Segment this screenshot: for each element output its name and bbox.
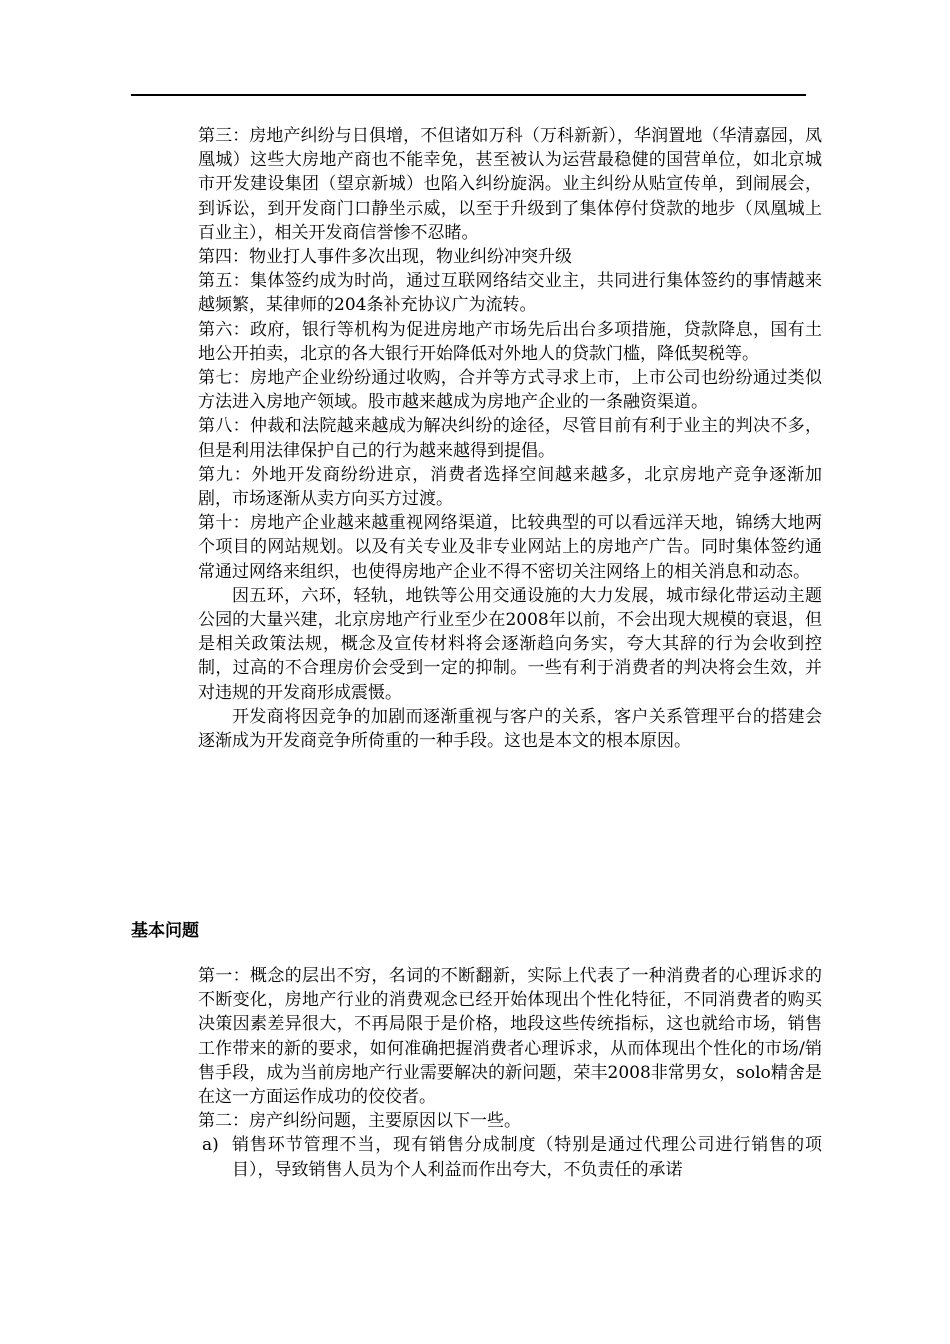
section-basic-issues	[198, 964, 822, 1182]
paragraph-ninth: 第九：外地开发商纷纷进京，消费者选择空间越来越多，北京房地产竞争逐渐加剧，市场逐渐从卖方向买方过渡。	[198, 464, 822, 510]
paragraph-eighth: 第八：仲裁和法院越来越成为解决纠纷的途径，尽管目前有利于业主的判决不多，但是利用法律保护自己的行为越来越得到提倡。	[198, 416, 822, 461]
paragraph-seventh: 第七：房地产企业纷纷通过收购，合并等方式寻求上市，上市公司也纷纷通过类似方法进入房地产领域。股市越来越成为房地产企业的一条融资渠道。	[198, 368, 822, 413]
section-heading: 基本问题	[131, 921, 199, 941]
paragraph-issue-second: 第二：房产纠纷问题，主要原因以下一些。	[198, 1111, 521, 1132]
paragraph-fifth: 第五：集体签约成为时尚，通过互联网络结交业主，共同进行集体签约的事情越来越频繁，某律师的204条补充协议广为流转。	[198, 271, 822, 316]
paragraph-issue-first: 第一：概念的层出不穷，名词的不断翻新，实际上代表了一种消费者的心理诉求的不断变化，房地产行业的消费观念已经开始体现出个性化特征，不同消费者的购买决策因素差异很大，不再局限于是价格，地段这些传统指标，这也就给市场，销售工作带来的新的要求，如何准确把握消费者心理诉求，从而体现出个性化的市场/销售手段，成为当前房地产行业需要解决的新问题，荣丰2008非常男女，solo精舍是在这一方面运作成功的佼佼者。	[198, 966, 822, 1108]
list-item-marker: a)	[202, 1135, 219, 1156]
section-market-trends	[198, 124, 822, 753]
paragraph-summary-1: 因五环，六环，轻轨，地铁等公用交通设施的大力发展，城市绿化带运动主题公园的大量兴建，北京房地产行业至少在2008年以前，不会出现大规模的衰退，但是相关政策法规，概念及宣传材料将会逐渐趋向务实，夸大其辞的行为会收到控制，过高的不合理房价会受到一定的抑制。一些有利于消费者的判决将会生效，并对违规的开发商形成震慑。	[198, 585, 822, 703]
paragraph-summary-2: 开发商将因竞争的加剧而逐渐重视与客户的关系，客户关系管理平台的搭建会逐渐成为开发商竞争所倚重的一种手段。这也是本文的根本原因。	[198, 706, 822, 752]
paragraph-fourth: 第四：物业打人事件多次出现，物业纠纷冲突升级	[198, 247, 572, 268]
list-item-text: 销售环节管理不当，现有销售分成制度（特别是通过代理公司进行销售的项目），导致销售人员为个人利益而作出夸大，不负责任的承诺	[232, 1135, 822, 1180]
list-item	[198, 1133, 822, 1181]
header-rule	[131, 94, 806, 96]
paragraph-tenth: 第十：房地产企业越来越重视网络渠道，比较典型的可以看远洋天地，锦绣大地两个项目的网站规划。以及有关专业及非专业网站上的房地产广告。同时集体签约通常通过网络来组织，也使得房地产企业不得不密切关注网络上的相关消息和动态。	[198, 513, 822, 582]
paragraph-sixth: 第六：政府，银行等机构为促进房地产市场先后出台多项措施，贷款降息，国有土地公开拍卖，北京的各大银行开始降低对外地人的贷款门槛，降低契税等。	[198, 319, 822, 364]
paragraph-third: 第三：房地产纠纷与日俱增，不但诸如万科（万科新新），华润置地（华清嘉园，凤凰城）这些大房地产商也不能幸免，甚至被认为运营最稳健的国营单位，如北京城市开发建设集团（望京新城）也陷入纠纷旋涡。业主纠纷从贴宣传单，到闹展会，到诉讼，到开发商门口静坐示威，以至于升级到了集体停付贷款的地步（凤凰城上百业主），相关开发商信誉惨不忍睹。	[198, 126, 822, 243]
